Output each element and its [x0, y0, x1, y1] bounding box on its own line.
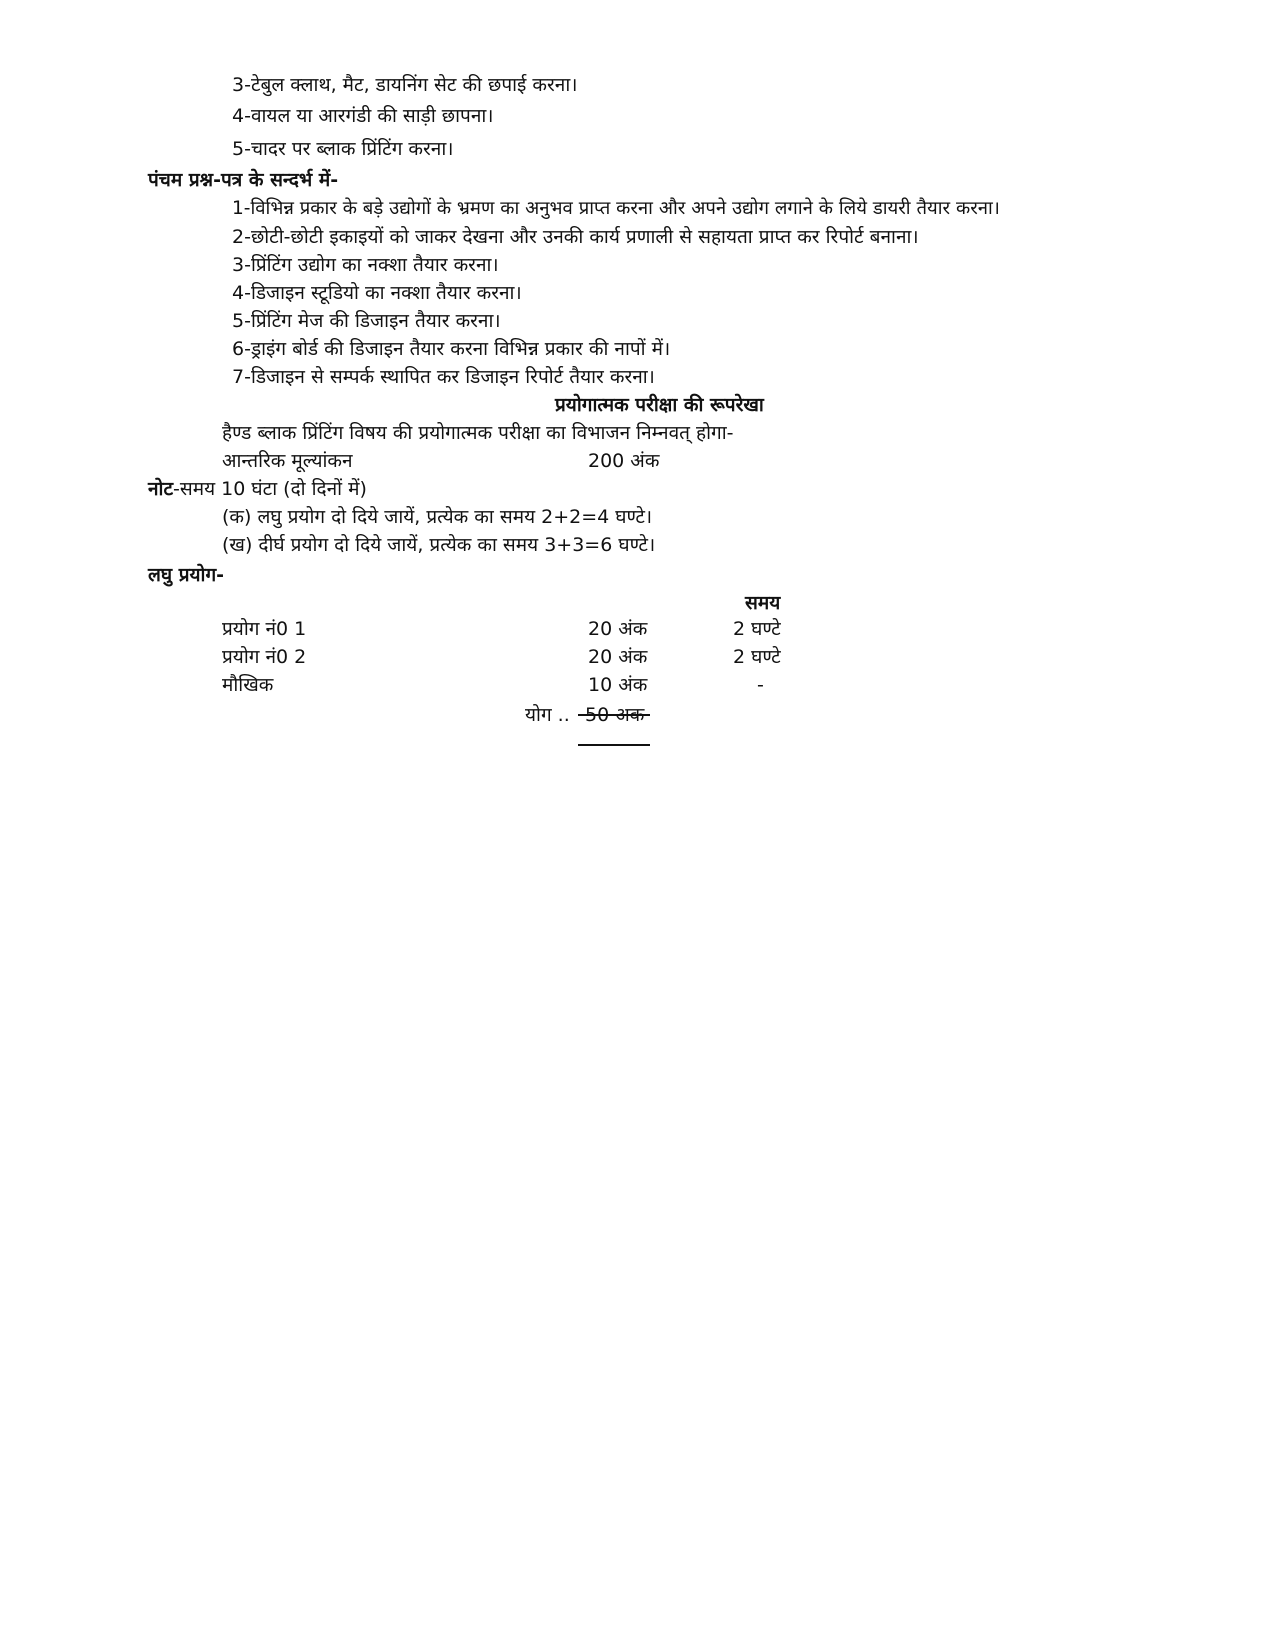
table-row-label: मौखिक	[222, 674, 274, 696]
internal-assessment-marks: 200 अंक	[588, 450, 660, 472]
internal-assessment-label: आन्तरिक मूल्यांकन	[222, 450, 353, 472]
total-marks: 50 अक	[585, 704, 645, 726]
table-row-label: प्रयोग नं0 2	[222, 646, 307, 668]
table-row-time: -	[757, 674, 764, 696]
list-item: 7-डिजाइन से सम्पर्क स्थापित कर डिजाइन रिपोर्ट तैयार करना।	[232, 366, 655, 388]
practical-intro: हैण्ड ब्लाक प्रिंटिंग विषय की प्रयोगात्मक परीक्षा का विभाजन निम्नवत् होगा-	[222, 422, 734, 444]
list-item: 5-चादर पर ब्लाक प्रिंटिंग करना।	[232, 138, 454, 160]
list-item: 1-विभिन्न प्रकार के बड़े उद्योगों के भ्रमण का अनुभव प्राप्त करना और अपने उद्योग लगाने के लिये डायरी तैयार करना।	[232, 198, 1000, 219]
list-item: 5-प्रिंटिंग मेज की डिजाइन तैयार करना।	[232, 310, 501, 332]
section-heading: पंचम प्रश्न-पत्र के सन्दर्भ में-	[148, 169, 339, 191]
note	[148, 476, 367, 502]
list-item: 6-ड्राइंग बोर्ड की डिजाइन तैयार करना विभिन्न प्रकार की नापों में।	[232, 338, 671, 360]
note-text: -समय 10 घंटा (दो दिनों में)	[173, 478, 367, 500]
note-item: (ख) दीर्घ प्रयोग दो दिये जायें, प्रत्येक का समय 3+3=6 घण्टे।	[222, 534, 656, 556]
practical-title: प्रयोगात्मक परीक्षा की रूपरेखा	[555, 394, 764, 416]
list-item: 3-प्रिंटिंग उद्योग का नक्शा तैयार करना।	[232, 254, 499, 276]
total-label: योग ..	[525, 704, 570, 726]
total-bottom-rule	[578, 744, 650, 746]
time-header: समय	[745, 592, 781, 614]
short-experiments-heading: लघु प्रयोग-	[148, 564, 225, 586]
table-row-time: 2 घण्टे	[733, 618, 781, 640]
note-item: (क) लघु प्रयोग दो दिये जायें, प्रत्येक का समय 2+2=4 घण्टे।	[222, 506, 653, 528]
list-item: 4-डिजाइन स्टूडियो का नक्शा तैयार करना।	[232, 282, 522, 304]
list-item: 3-टेबुल क्लाथ, मैट, डायनिंग सेट की छपाई करना।	[232, 74, 578, 96]
table-row-marks: 20 अंक	[588, 618, 648, 640]
table-row-time: 2 घण्टे	[733, 646, 781, 668]
table-row-marks: 10 अंक	[588, 674, 648, 696]
note-label: नोट	[148, 478, 174, 500]
table-row-label: प्रयोग नं0 1	[222, 618, 307, 640]
table-row-marks: 20 अंक	[588, 646, 648, 668]
list-item: 4-वायल या आरगंडी की साड़ी छापना।	[232, 105, 494, 127]
list-item: 2-छोटी-छोटी इकाइयों को जाकर देखना और उनकी कार्य प्रणाली से सहायता प्राप्त कर रिपोर्ट बनाना।	[232, 226, 919, 248]
